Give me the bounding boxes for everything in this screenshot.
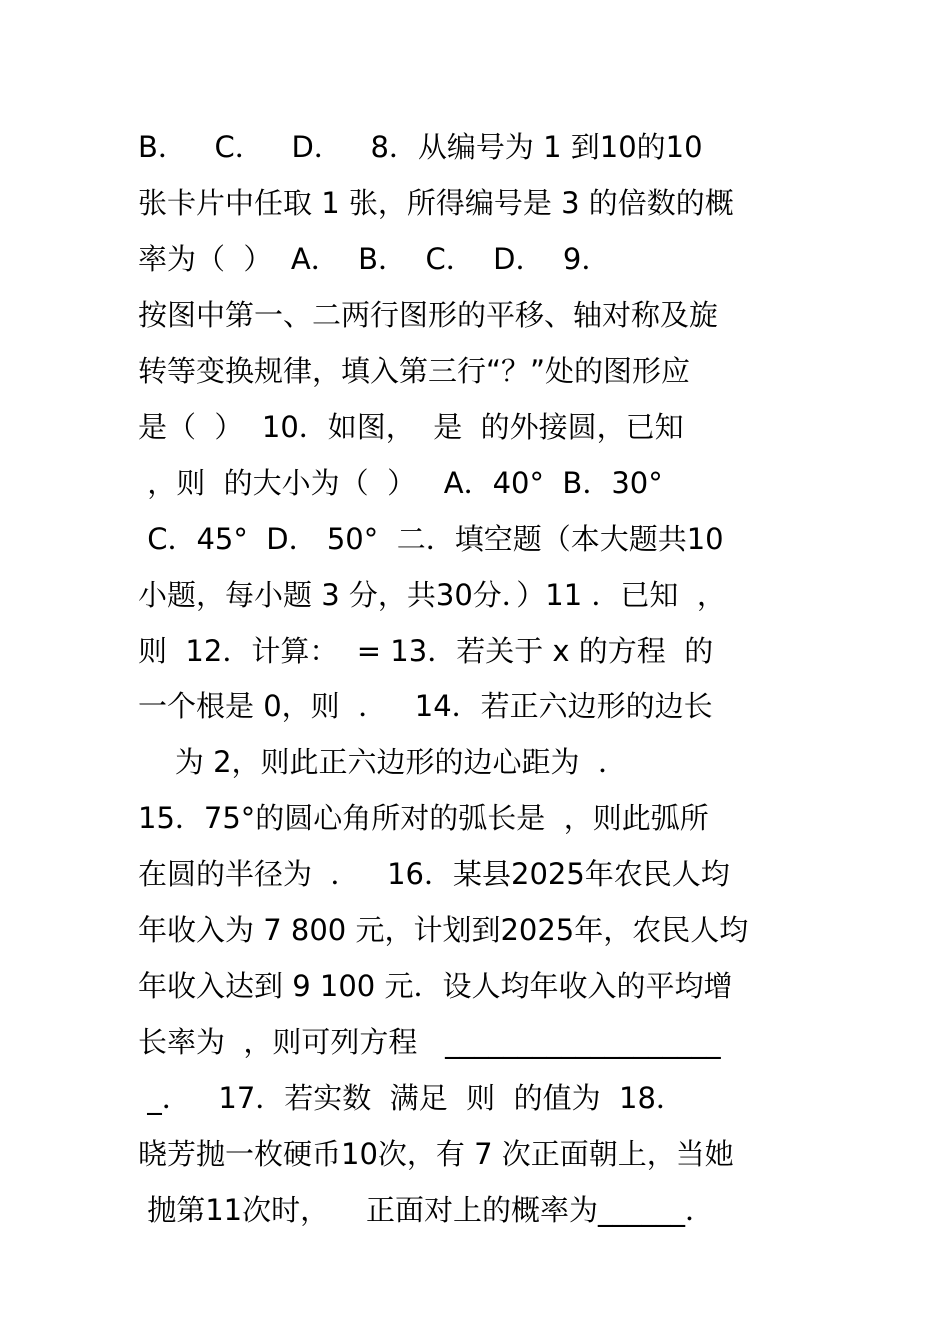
text-line-9: 小题，每小题 3 分，共30分．）11 ．已知 ， xyxy=(138,578,726,612)
text-line-12: 为 2，则此正六边形的边心距为 ． xyxy=(138,745,627,779)
text-line-16: 年收入达到 9 100 元．设人均年收入的平均增 xyxy=(138,969,733,1003)
text-line-7: ，则 的大小为（ ） A．40° B．30° xyxy=(138,466,663,500)
text-line-17: 长率为 ，则可列方程 ___________________ xyxy=(138,1025,721,1059)
text-line-11: 一个根是 0，则 ． 14．若正六边形的边长 xyxy=(138,689,713,723)
text-line-2: 张卡片中任取 1 张，所得编号是 3 的倍数的概 xyxy=(138,186,734,220)
text-line-6: 是（ ） 10．如图， 是 的外接圆，已知 xyxy=(138,410,684,444)
text-line-20: 抛第11次时， 正面对上的概率为______． xyxy=(138,1193,714,1227)
text-line-1: B． C． D． 8．从编号为 1 到10的10 xyxy=(138,130,703,164)
text-line-14: 在圆的半径为 ． 16．某县2025年农民人均 xyxy=(138,857,730,891)
text-line-10: 则 12．计算： = 13．若关于 x 的方程 的 xyxy=(138,634,714,668)
text-line-13: 15．75°的圆心角所对的弧长是 ，则此弧所 xyxy=(138,801,709,835)
text-line-18: _． 17．若实数 满足 则 的值为 18． xyxy=(138,1081,685,1115)
text-line-8: C．45° D． 50° 二．填空题（本大题共10 xyxy=(138,522,724,556)
text-line-4: 按图中第一、二两行图形的平移、轴对称及旋 xyxy=(138,298,719,332)
text-line-3: 率为（ ） A． B． C． D． 9． xyxy=(138,242,611,276)
text-line-5: 转等变换规律，填入第三行“？”处的图形应 xyxy=(138,354,691,388)
text-line-15: 年收入为 7 800 元，计划到2025年，农民人均 xyxy=(138,913,749,947)
text-line-19: 晓芳抛一枚硬币10次，有 7 次正面朝上，当她 xyxy=(138,1137,734,1171)
